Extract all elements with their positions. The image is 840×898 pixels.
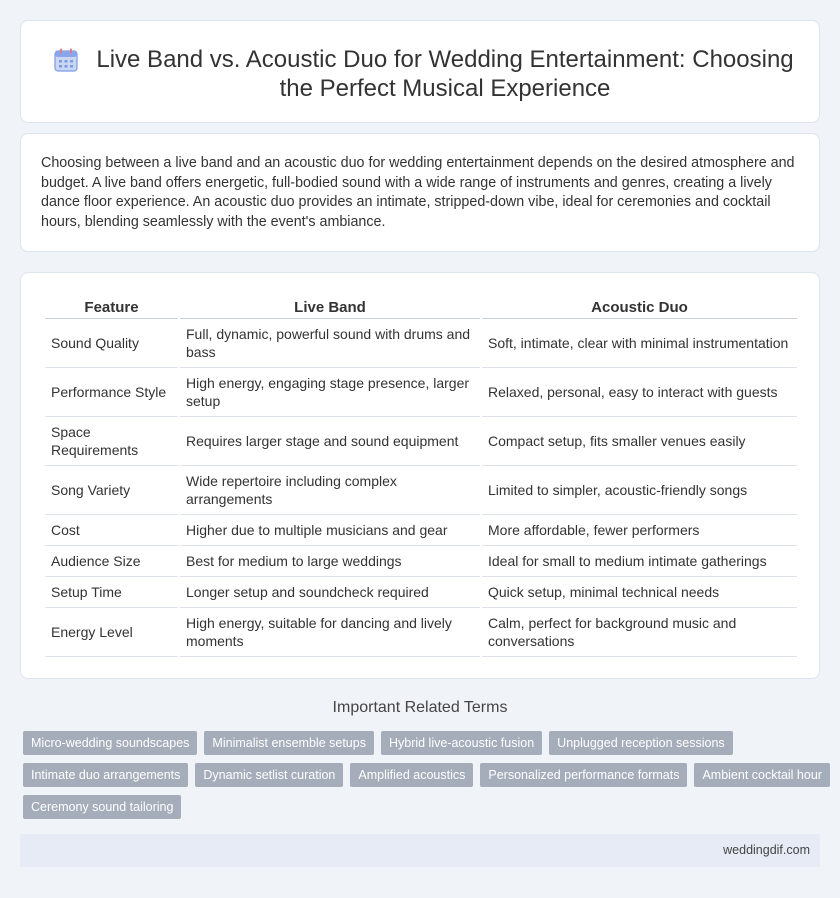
acoustic-duo-cell: Calm, perfect for background music and conversations bbox=[482, 608, 797, 657]
live-band-cell: Requires larger stage and sound equipment bbox=[180, 417, 480, 466]
footer-site[interactable]: weddingdif.com bbox=[723, 843, 810, 857]
term-tag[interactable]: Hybrid live-acoustic fusion bbox=[381, 731, 542, 755]
live-band-cell: High energy, engaging stage presence, larger setup bbox=[180, 368, 480, 417]
term-tag[interactable]: Personalized performance formats bbox=[480, 763, 687, 787]
feature-cell: Song Variety bbox=[45, 466, 178, 515]
acoustic-duo-cell: More affordable, fewer performers bbox=[482, 515, 797, 546]
feature-cell: Setup Time bbox=[45, 577, 178, 608]
acoustic-duo-cell: Limited to simpler, acoustic-friendly songs bbox=[482, 466, 797, 515]
acoustic-duo-cell: Quick setup, minimal technical needs bbox=[482, 577, 797, 608]
title-card bbox=[20, 20, 820, 123]
acoustic-duo-cell: Relaxed, personal, easy to interact with guests bbox=[482, 368, 797, 417]
term-tag[interactable]: Minimalist ensemble setups bbox=[204, 731, 374, 755]
table-row bbox=[45, 417, 797, 466]
term-tag[interactable]: Micro-wedding soundscapes bbox=[23, 731, 197, 755]
table-row bbox=[45, 546, 797, 577]
term-tag[interactable]: Dynamic setlist curation bbox=[195, 763, 343, 787]
intro-paragraph: Choosing between a live band and an acoustic duo for wedding entertainment depends on the desired atmosphere and budget. A live band offers energetic, full-bodied sound with a wide range of instruments and genres, creating a lively dance floor experience. An acoustic duo provides an intimate, stripped-down vibe, ideal for ceremonies and cocktail hours, blending seamlessly with the event's ambiance. bbox=[41, 155, 795, 230]
header-live-band: Live Band bbox=[180, 295, 480, 319]
term-tag[interactable]: Amplified acoustics bbox=[350, 763, 473, 787]
term-tag[interactable]: Unplugged reception sessions bbox=[549, 731, 732, 755]
acoustic-duo-cell: Soft, intimate, clear with minimal instrumentation bbox=[482, 319, 797, 368]
table-row bbox=[45, 319, 797, 368]
live-band-cell: Best for medium to large weddings bbox=[180, 546, 480, 577]
term-tag[interactable]: Intimate duo arrangements bbox=[23, 763, 188, 787]
page-title: Live Band vs. Acoustic Duo for Wedding Entertainment: Choosing the Perfect Musical Experience bbox=[96, 46, 794, 102]
tag-row bbox=[23, 763, 837, 787]
related-terms-heading: Important Related Terms bbox=[332, 699, 508, 716]
table-header-row bbox=[45, 295, 797, 319]
calendar-icon bbox=[53, 47, 79, 73]
feature-cell: Sound Quality bbox=[45, 319, 178, 368]
live-band-cell: Longer setup and soundcheck required bbox=[180, 577, 480, 608]
table-row bbox=[45, 466, 797, 515]
feature-cell: Space Requirements bbox=[45, 417, 178, 466]
table-row bbox=[45, 515, 797, 546]
comparison-table bbox=[43, 295, 799, 657]
feature-cell: Cost bbox=[45, 515, 178, 546]
table-row bbox=[45, 577, 797, 608]
header-feature: Feature bbox=[45, 295, 178, 319]
header-acoustic-duo: Acoustic Duo bbox=[482, 295, 797, 319]
tag-row bbox=[23, 795, 188, 819]
table-row bbox=[45, 368, 797, 417]
intro-card bbox=[20, 133, 820, 252]
term-tag[interactable]: Ceremony sound tailoring bbox=[23, 795, 181, 819]
acoustic-duo-cell: Compact setup, fits smaller venues easily bbox=[482, 417, 797, 466]
live-band-cell: Wide repertoire including complex arrangements bbox=[180, 466, 480, 515]
tag-row bbox=[23, 731, 740, 755]
comparison-card bbox=[20, 272, 820, 679]
table-row bbox=[45, 608, 797, 657]
footer bbox=[20, 834, 820, 867]
live-band-cell: Higher due to multiple musicians and gear bbox=[180, 515, 480, 546]
feature-cell: Energy Level bbox=[45, 608, 178, 657]
live-band-cell: Full, dynamic, powerful sound with drums and bass bbox=[180, 319, 480, 368]
feature-cell: Audience Size bbox=[45, 546, 178, 577]
acoustic-duo-cell: Ideal for small to medium intimate gatherings bbox=[482, 546, 797, 577]
term-tag[interactable]: Ambient cocktail hour bbox=[694, 763, 830, 787]
live-band-cell: High energy, suitable for dancing and lively moments bbox=[180, 608, 480, 657]
feature-cell: Performance Style bbox=[45, 368, 178, 417]
